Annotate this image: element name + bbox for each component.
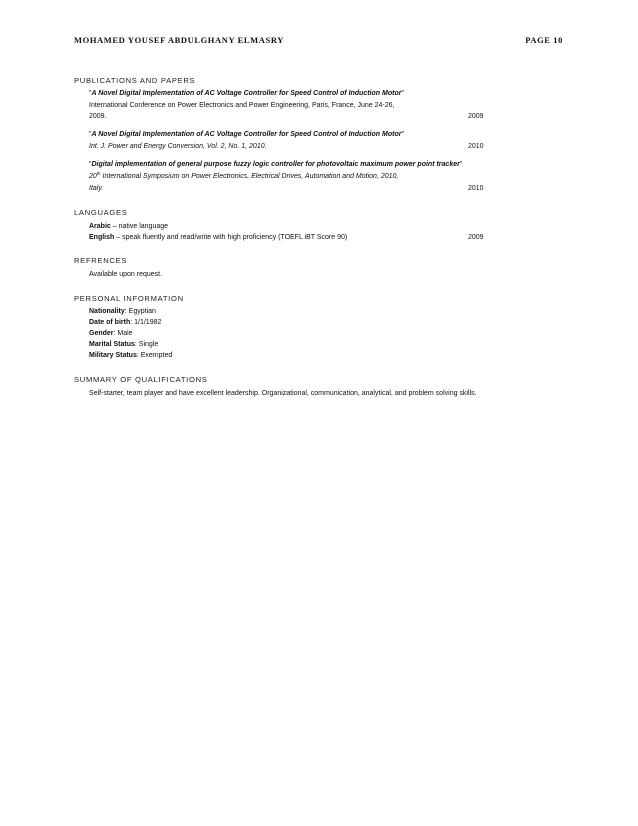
page-header	[74, 35, 563, 47]
languages-heading: LANGUAGES	[74, 208, 128, 217]
personal-military	[89, 351, 172, 360]
personal-gender-label: Gender	[89, 330, 114, 337]
publication-2-title-line: "A Novel Digital Implementation of AC Voltage Controller for Speed Control of Induction Motor"	[89, 131, 404, 138]
summary-heading: SUMMARY OF QUALIFICATIONS	[74, 375, 208, 384]
language-arabic	[89, 222, 168, 231]
personal-nationality-label: Nationality	[89, 308, 125, 315]
publication-1-title: A Novel Digital Implementation of AC Voltage Controller for Speed Control of Induction Motor	[91, 90, 402, 97]
publication-2-year: 2010	[468, 143, 484, 150]
publication-3-title-line: "Digital implementation of general purpose fuzzy logic controller for photovoltaic maximum power point tracker"	[89, 161, 463, 168]
personal-dob-label: Date of birth	[89, 319, 131, 326]
publication-3-title: Digital implementation of general purpose fuzzy logic controller for photovoltaic maximum power point tracker	[91, 161, 460, 168]
publication-3-year: 2010	[468, 185, 484, 192]
publication-3-venue-text: International Symposium on Power Electronics, Electrical Drives, Automation and Motion, 2010,	[100, 173, 399, 180]
personal-marital	[89, 340, 158, 349]
author-name: MOHAMED YOUSEF ABDULGHANY ELMASRY	[74, 35, 285, 45]
page-number: PAGE 10	[525, 35, 563, 45]
publication-3-venue-number: 20	[89, 173, 97, 180]
publication-3-venue-cont: Italy.	[89, 185, 104, 192]
references-text: Available upon request.	[89, 271, 163, 278]
language-english-year: 2009	[468, 234, 484, 241]
personal-dob	[89, 318, 161, 327]
publication-1-venue-cont: 2009.	[89, 113, 107, 120]
summary-text: Self-starter, team player and have excellent leadership. Organizational, communication, analytical, and problem solving skills.	[89, 390, 477, 397]
personal-military-value: : Exempted	[136, 352, 173, 359]
personal-dob-value: : 1/1/1982	[130, 319, 162, 326]
personal-heading: PERSONAL INFORMATION	[74, 294, 184, 303]
personal-military-label: Military Status	[89, 352, 137, 359]
personal-nationality	[89, 307, 156, 316]
publication-1-title-line: "A Novel Digital Implementation of AC Voltage Controller for Speed Control of Induction Motor"	[89, 90, 404, 97]
language-english-desc: – speak fluently and read/write with high proficiency (TOEFL iBT Score 90)	[114, 234, 348, 241]
references-heading: REFRENCES	[74, 256, 128, 265]
language-arabic-name: Arabic	[89, 223, 111, 230]
publications-heading: PUBLICATIONS AND PAPERS	[74, 76, 196, 85]
personal-marital-label: Marital Status	[89, 341, 135, 348]
language-english-name: English	[89, 234, 115, 241]
personal-gender-value: : Male	[113, 330, 133, 337]
publication-3-venue-suffix: th	[96, 171, 101, 176]
publication-2-title: A Novel Digital Implementation of AC Voltage Controller for Speed Control of Induction Motor	[91, 131, 402, 138]
publication-1-venue: International Conference on Power Electronics and Power Engineering, Paris, France, June 24-26,	[89, 102, 395, 109]
personal-nationality-value: : Egyptian	[124, 308, 156, 315]
publication-3-venue	[89, 172, 398, 181]
personal-marital-value: : Single	[134, 341, 159, 348]
publication-2-venue: Int. J. Power and Energy Conversion, Vol. 2, No. 1, 2010.	[89, 143, 267, 150]
publication-1-year: 2009	[468, 113, 484, 120]
language-english	[89, 233, 347, 242]
personal-gender	[89, 329, 133, 338]
language-arabic-desc: – native language	[110, 223, 169, 230]
